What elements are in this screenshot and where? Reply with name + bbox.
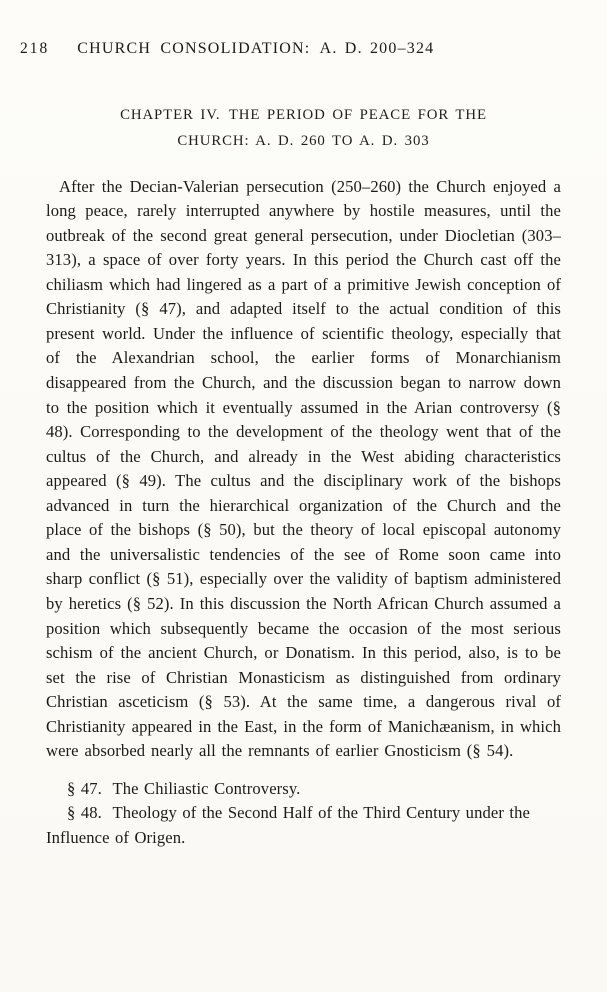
section-48-title: Theology of the Second Half of the Third Century under the Influence of Origen. [46, 803, 530, 847]
section-list [46, 777, 561, 851]
section-entry-47 [46, 777, 561, 802]
section-entry-48 [46, 801, 561, 850]
page-header [20, 40, 561, 58]
section-47-title: The Chiliastic Controversy. [112, 778, 301, 798]
chapter-heading-line1: CHAPTER IV. THE PERIOD OF PEACE FOR THE [120, 107, 487, 123]
chapter-summary-paragraph: After the Decian-Valerian persecution (250–260) the Church enjoyed a long peace, rarely interrupted anywhere by hostile measures, until the outbreak of the second great general persecution, under Diocletian (303–313), a space of over forty years. In this period the Church cast off the chiliasm which had lingered as a part of a primitive Jewish conception of Christianity (§ 47), and adapted itself to the actual condition of this present world. Under the influence of scientific theology, especially that of the Alexandrian school, the earlier forms of Monarchianism disappeared from the Church, and the discussion began to narrow down to the position which it eventually assumed in the Arian controversy (§ 48). Corresponding to the development of the theology went that of the cultus of the Church, and already in the West abiding characteristics appeared (§ 49). The cultus and the disciplinary work of the bishops advanced in turn the hierarchical organization of the Church and the place of the bishops (§ 50), but the theory of local episcopal autonomy and the universalistic tendencies of the see of Rome soon came into sharp conflict (§ 51), especially over the validity of baptism administered by heretics (§ 52). In this discussion the North African Church assumed a position which subsequently became the occasion of the most serious schism of the ancient Church, or Donatism. In this period, also, is to be set the rise of Christian Monasticism as distinguished from ordinary Christian asceticism (§ 53). At the same time, a dangerous rival of Christianity appeared in the East, in the form of Manichæanism, in which were absorbed nearly all the remnants of earlier Gnosticism (§ 54). [46, 176, 561, 761]
section-47-label: § 47. [67, 778, 102, 798]
chapter-heading [46, 102, 561, 155]
section-48-label: § 48. [67, 803, 102, 823]
running-title: CHURCH CONSOLIDATION: A. D. 200–324 [77, 40, 435, 57]
page-number: 218 [20, 40, 50, 57]
chapter-heading-line2: CHURCH: A. D. 260 TO A. D. 303 [177, 133, 430, 150]
